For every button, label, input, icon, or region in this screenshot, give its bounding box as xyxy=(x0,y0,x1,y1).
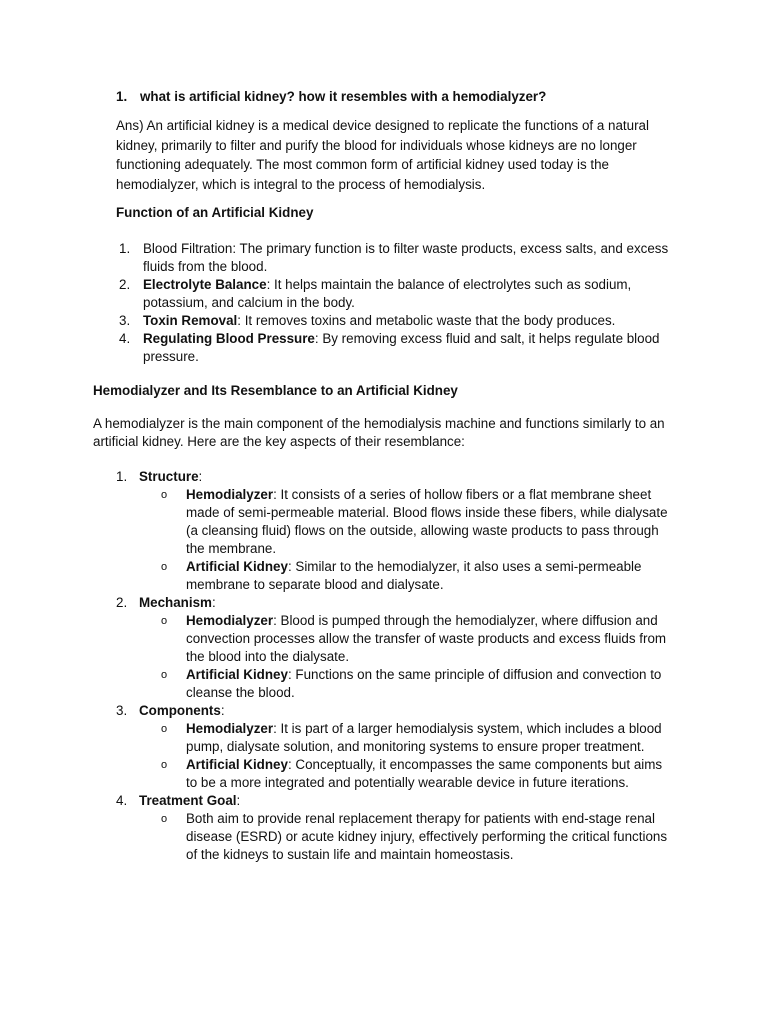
resemblance-intro: A hemodialyzer is the main component of the hemodialysis machine and functions similarly to an artificial kidney. Here are the key aspects of their resemblance: xyxy=(93,416,665,449)
section-number: 4. xyxy=(116,793,128,808)
function-item-text: : It removes toxins and metabolic waste that the body produces. xyxy=(237,313,616,328)
question-number: 1. xyxy=(116,89,128,104)
sub-item-label: Hemodialyzer xyxy=(186,613,274,628)
function-item-number: 1. xyxy=(119,241,131,256)
function-list xyxy=(116,240,676,366)
sub-item-text: : Functions on the same principle of diffusion and convection to cleanse the blood. xyxy=(186,667,662,700)
sub-item-label: Hemodialyzer xyxy=(186,721,274,736)
sub-item xyxy=(139,486,676,558)
sub-item-text: : It is part of a larger hemodialysis system, which includes a blood pump, dialysate solution, and monitoring systems to ensure proper treatment. xyxy=(186,721,662,754)
sub-item-label: Artificial Kidney xyxy=(186,757,288,772)
section-colon: : xyxy=(198,469,203,484)
sub-item xyxy=(139,612,676,666)
bullet-icon: o xyxy=(161,813,168,825)
function-item-text: : It helps maintain the balance of electrolytes such as sodium, potassium, and calcium in the body. xyxy=(143,277,632,310)
section-title: Structure xyxy=(139,469,199,484)
question-text: what is artificial kidney? how it resembles with a hemodialyzer? xyxy=(140,89,547,104)
function-item-number: 2. xyxy=(119,277,131,292)
function-item-number: 3. xyxy=(119,313,131,328)
resemblance-list xyxy=(116,468,676,864)
function-item-label: Toxin Removal xyxy=(143,313,238,328)
bullet-icon: o xyxy=(161,561,168,573)
sub-item-text: : Blood is pumped through the hemodialyzer, where diffusion and convection processes allow the transfer of waste products and excess fluids from the blood into the dialysate. xyxy=(186,613,667,664)
section-sublist xyxy=(139,612,676,702)
bullet-icon: o xyxy=(161,489,168,501)
bullet-icon: o xyxy=(161,669,168,681)
function-heading: Function of an Artificial Kidney xyxy=(116,205,314,220)
sub-item-label: Artificial Kidney xyxy=(186,667,288,682)
resemblance-heading: Hemodialyzer and Its Resemblance to an Artificial Kidney xyxy=(93,383,458,398)
function-item xyxy=(116,276,676,312)
bullet-icon: o xyxy=(161,723,168,735)
question-title xyxy=(116,88,546,106)
function-item-number: 4. xyxy=(119,331,131,346)
sub-item-label: Artificial Kidney xyxy=(186,559,288,574)
function-item-text: : By removing excess fluid and salt, it helps regulate blood pressure. xyxy=(143,331,660,364)
section-item-treatment-goal xyxy=(116,792,676,864)
function-item-label: Regulating Blood Pressure xyxy=(143,331,315,346)
section-colon: : xyxy=(220,703,225,718)
section-sublist xyxy=(139,486,676,594)
section-number: 3. xyxy=(116,703,128,718)
section-number: 2. xyxy=(116,595,128,610)
sub-item-text: Both aim to provide renal replacement therapy for patients with end-stage renal disease (ESRD) or acute kidney injury, effectively performing the critical functions of the kidneys to sustain life and maintain homeostasis. xyxy=(186,811,668,862)
answer-paragraph: Ans) An artificial kidney is a medical device designed to replicate the functions of a natural kidney, primarily to filter and purify the blood for individuals whose kidneys are no longer functioning adequately. The most common form of artificial kidney used today is the hemodialyzer, which is integral to the process of hemodialysis. xyxy=(116,118,649,192)
sub-item xyxy=(139,558,676,594)
section-number: 1. xyxy=(116,469,128,484)
section-title: Components xyxy=(139,703,221,718)
function-item xyxy=(116,240,676,276)
section-sublist xyxy=(139,720,676,792)
bullet-icon: o xyxy=(161,759,168,771)
bullet-icon: o xyxy=(161,615,168,627)
function-item-label: Electrolyte Balance xyxy=(143,277,267,292)
sub-item xyxy=(139,810,676,864)
sub-item xyxy=(139,720,676,756)
section-title: Treatment Goal xyxy=(139,793,237,808)
function-item-text: Blood Filtration: The primary function is to filter waste products, excess salts, and excess fluids from the blood. xyxy=(143,241,669,274)
section-item-structure xyxy=(116,468,676,594)
sub-item-text: : Similar to the hemodialyzer, it also uses a semi-permeable membrane to separate blood and dialysate. xyxy=(186,559,642,592)
function-item xyxy=(116,330,676,366)
section-colon: : xyxy=(211,595,216,610)
sub-item xyxy=(139,756,676,792)
sub-item xyxy=(139,666,676,702)
section-colon: : xyxy=(236,793,241,808)
function-item xyxy=(116,312,676,330)
sub-item-text: : Conceptually, it encompasses the same components but aims to be a more integrated and potentially wearable device in future iterations. xyxy=(186,757,663,790)
section-item-components xyxy=(116,702,676,792)
section-sublist xyxy=(139,810,676,864)
sub-item-label: Hemodialyzer xyxy=(186,487,274,502)
sub-item-text: : It consists of a series of hollow fibers or a flat membrane sheet made of semi-permeable material. Blood flows inside these fibers, while dialysate (a cleansing fluid) flows on the outside, allowing waste products to pass through the membrane. xyxy=(186,487,668,556)
section-title: Mechanism xyxy=(139,595,212,610)
section-item-mechanism xyxy=(116,594,676,702)
